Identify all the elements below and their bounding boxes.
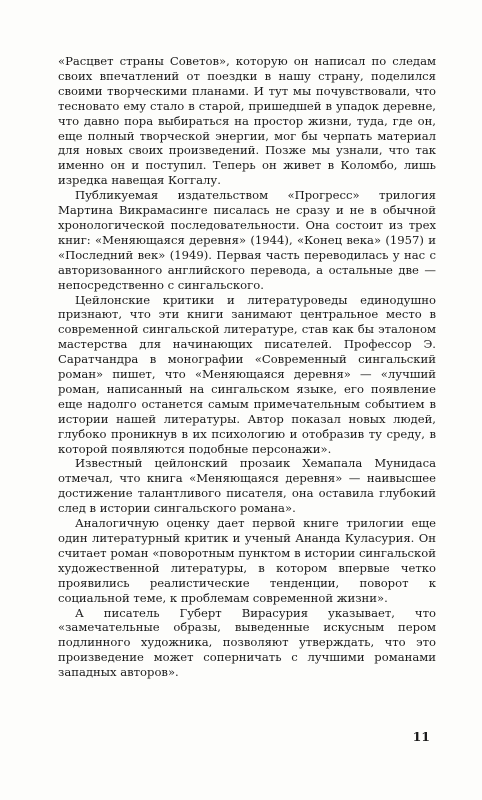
paragraph-3: Цейлонские критики и литературоведы единодушно признают, что эти книги занимают центральное место в современной сингальской литературе, став как бы эталоном мастерства для начинающих писателей. Профессор Э. Саратчандра в монографии «Современный сингальский роман» пишет, что «Меняющаяся деревня» — «лучший роман, написанный на сингальском языке, его появление еще надолго останется самым примечательным событием в истории нашей литературы. Автор показал новых людей, глубоко проникнув в их психологию и отобразив ту среду, в которой появляются подобные персонажи». <box>58 292 436 456</box>
paragraph-6: А писатель Губерт Вирасурия указывает, что «замечательные образы, выведенные искусным пером подлинного художника, позволяют утверждать, что это произведение может соперничать с лучшими романами западных авторов». <box>58 605 436 680</box>
paragraph-2: Публикуемая издательством «Прогресс» трилогия Мартина Викрамасинге писалась не сразу и не в обычной хронологической последовательности. Она состоит из трех книг: «Меняющаяся деревня» (1944), «Конец века» (1957) и «Последний век» (1949). Первая часть переводилась у нас с авторизованного английского перевода, а остальные две — непосредственно с сингальского. <box>58 188 436 292</box>
body-text <box>58 54 436 680</box>
paragraph-1: «Расцвет страны Советов», которую он написал по следам своих впечатлений от поездки в нашу страну, поделился своими творческими планами. И тут мы почувствовали, что тесновато ему стало в старой, пришедшей в упадок деревне, что давно пора выбираться на простор жизни, туда, где он, еще полный творческой энергии, мог бы черпать материал для новых своих произведений. Позже мы узнали, что так именно он и поступил. Теперь он живет в Коломбо, лишь изредка навещая Коггалу. <box>58 54 436 188</box>
paragraph-4: Известный цейлонский прозаик Хемапала Мунидаса отмечал, что книга «Меняющаяся деревня» — наивысшее достижение талантливого писателя, она оставила глубокий след в истории сингальского романа». <box>58 456 436 516</box>
paragraph-5: Аналогичную оценку дает первой книге трилогии еще один литературный критик и ученый Ананда Куласурия. Он считает роман «поворотным пунктом в истории сингальской художественной литературы, в котором впервые четко проявились реалистические тенденции, поворот к социальной теме, к проблемам современной жизни». <box>58 516 436 605</box>
page-number: 11 <box>412 729 430 744</box>
